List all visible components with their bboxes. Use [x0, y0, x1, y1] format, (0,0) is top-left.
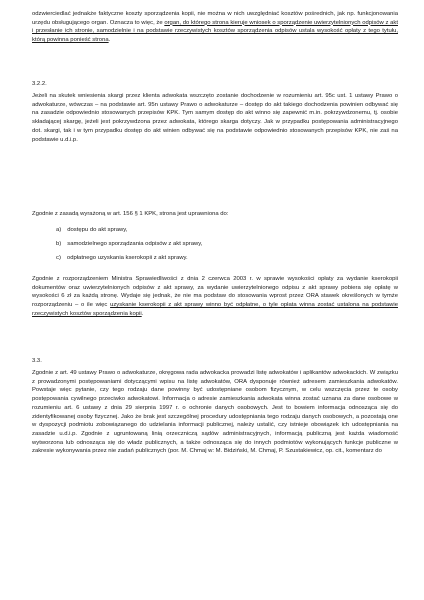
paragraph-copy-costs-end: .: [108, 37, 111, 44]
list-item-marker: b): [56, 241, 62, 247]
list-item: [56, 226, 396, 235]
paragraph-copy-costs-intro: odzwierciedlać jednakże faktyczne koszty sporządzenia kopii, nie można w nich uwzględniać kosztów pośrednich, jak np. funkcjonowania urzędu obsługującego organ. Oznacza to więc, że: [32, 11, 398, 26]
paragraph-copy-costs-underlined: organ, do którego strona kieruje wniosek o sporządzenie uwierzytelnionych odpisów z akt i przesłanie ich stronie, samodzielnie i na podstawie rzeczywistych kosztów sporządzenia odpisów ustala wysokość opłaty z tego tytułu, którą powinna ponieść strona: [32, 19, 398, 44]
section-heading-3-3: 3.3.: [32, 358, 42, 364]
list-item-text: odpłatnego uzyskania kserokopii z akt sprawy.: [66, 255, 188, 261]
list-item-text: samodzielnego sporządzania odpisów z akt sprawy,: [67, 241, 203, 247]
paragraph-regulation-fees-end: .: [141, 310, 144, 317]
paragraph-regulation-fees: [32, 275, 398, 319]
paragraph-regulation-fees-intro: Zgodnie z rozporządzeniem Ministra Sprawiedliwości z dnia 2 czerwca 2003 r. w sprawie wysokości opłaty za wydanie kserokopii dokumentów oraz uwierzytelnionych odpisów z akt sprawy, za wydanie uwierzytelnionego odpisu z akt sprawy pobiera się opłatę w wysokości 6 zł za każdą stronę. Wydaje się jednak, że nie ma podstaw do stosowania wprost przez ORA stawek określonych w tymże rozporządzeniu – o ile więc: [32, 276, 398, 309]
paragraph-regulation-fees-underlined: uzyskanie kserokopii z akt sprawy winno być odpłatne, o tyle opłata winna zostać ustalona na podstawie rzeczywistych kosztów sporządzenia kopii: [32, 302, 398, 317]
paragraph-address-data: Zgodnie z art. 49 ustawy Prawo o adwokaturze, okręgowa rada adwokacka prowadzi listę adwokatów i aplikantów adwokackich. W związku z prowadzonymi postępowaniami dotyczącymi wpisu na listę adwokatów, ORA dysponuje również adresem zamieszkania adwokatów. Powstaje więc pytanie, czy tego rodzaju dane powinny być udostępniane osobom fizycznym, w celu wszczęcia przez te osoby postępowania cywilnego przeciwko adwokatowi. Informacja o adresie zamieszkania adwokata winna zostać uznana za dane osobowe w rozumieniu art. 6 ustawy z dnia 29 sierpnia 1997 r. o ochronie danych osobowych. Jest to bowiem informacja odnosząca się do zidentyfikowanej osoby fizycznej. Jako że brak jest szczególnej procedury udostępniania tego rodzaju danych osobowych, a pozostają one w dyspozycji podmiotu zobowiązanego do udzielania informacji publicznej, należy ustalić, czy istnieje obowiązek ich udostępniania na zasadzie u.d.i.p. Zgodnie z ugruntowaną linią orzeczniczą sądów administracyjnych, informacją publiczną jest każda wiadomość wytworzona lub odnosząca się do władz publicznych, a także odnosząca się do innych podmiotów wykonujących funkcje publiczne w zakresie wykonywania przez nie zadań publicznych (por. M. Chmaj w: M. Bidziński, M. Chmaj, P. Szustakiewicz, op. cit., komentarz do: [32, 370, 398, 455]
list-item-marker: a): [56, 227, 62, 233]
list-item-text: dostępu do akt sprawy,: [67, 227, 128, 233]
list-item-marker: c): [56, 255, 61, 261]
paragraph-kpk-rights-intro: Zgodnie z zasadą wyrażoną w art. 156 § 1 KPK, strona jest uprawniona do:: [32, 211, 229, 217]
list-item: [56, 254, 396, 263]
section-heading-3-2-2: 3.2.2.: [32, 81, 47, 87]
paragraph-inquiry-access: Jeżeli na skutek wniesienia skargi przez klienta adwokata wszczęto zostanie dochodzenie w rozumieniu art. 95c ust. 1 ustawy Prawo o adwokaturze, wówczas – na podstawie art. 95n ustawy Prawo o adwokaturze – dostęp do akt takiego dochodzenia powinien odbywać się na zasadzie odpowiednio stosowanych przepisów KPK. Tym samym dostęp do akt winno się zapewnić m.in. pokrzywdzonemu, tj. osobie składającej skargę, jeżeli jest pokrzywdzona przez adwokata, którego skarga dotyczy. Jak w przypadku postępowania administracyjnego dot. skargi, tak i w tym przypadku dostęp do akt winien odbywać się na podstawie odpowiednio stosowanych przepisów KPK, nie zaś na podstawie u.d.i.p.: [32, 93, 398, 143]
paragraph-copy-costs: [32, 10, 398, 45]
list-item: [56, 240, 396, 249]
